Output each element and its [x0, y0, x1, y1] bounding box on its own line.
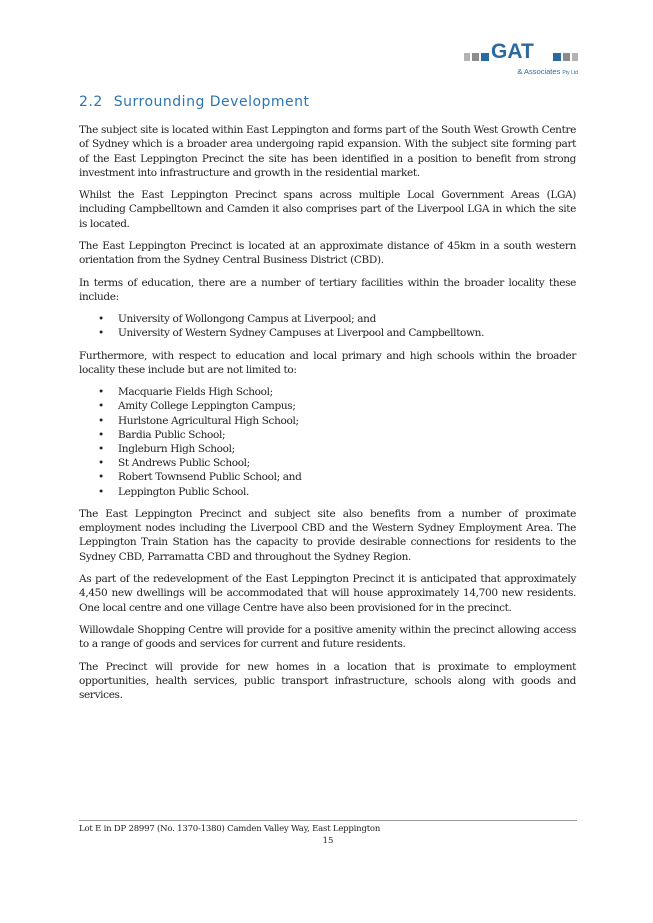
bullet-icon: •	[98, 400, 104, 413]
bullet-icon: •	[98, 414, 104, 427]
logo-square	[572, 53, 578, 61]
logo-name: GAT	[491, 40, 534, 63]
list-item	[79, 399, 576, 413]
paragraph: The East Leppington Precinct and subject site also benefits from a number of proximate employment nodes including the Liverpool CBD and the Western Sydney Employment Area. The Leppington Train Station has the capacity to provide desirable connections for residents to the Sydney CBD, Parramatta CBD and throughout the Sydney Region.	[79, 507, 576, 563]
bullet-icon: •	[98, 428, 104, 441]
paragraph: Furthermore, with respect to education and local primary and high schools within the broader locality these include but are not limited to:	[79, 349, 576, 376]
bullet-icon: •	[98, 457, 104, 470]
bullet-icon: •	[98, 443, 104, 456]
list-item	[79, 470, 576, 484]
paragraph: The East Leppington Precinct is located at an approximate distance of 45km in a south western orientation from the Sydney Central Business District (CBD).	[79, 240, 576, 267]
school-list	[79, 385, 576, 499]
paragraph: Whilst the East Leppington Precinct spans across multiple Local Government Areas (LGA) including Campbelltown and Camden it also comprises part of the Liverpool LGA in which the site is located.	[79, 189, 576, 230]
paragraph: The Precinct will provide for new homes in a location that is proximate to employment opportunities, health services, public transport infrastructure, schools along with goods and services.	[79, 660, 576, 702]
logo-suffix: Pty Ltd	[562, 70, 578, 76]
logo-mark	[462, 40, 578, 67]
paragraph: Willowdale Shopping Centre will provide for a positive amenity within the precinct allowing access to a range of goods and services for current and future residents.	[79, 623, 576, 651]
company-logo	[462, 40, 578, 79]
bullet-icon: •	[98, 485, 104, 498]
list-item-text: Leppington Public School.	[118, 485, 250, 498]
list-item	[79, 326, 576, 340]
list-item-text: Amity College Leppington Campus;	[118, 400, 296, 413]
list-item	[79, 385, 576, 399]
list-item-text: University of Western Sydney Campuses at Liverpool and Campbelltown.	[118, 327, 485, 340]
paragraph: In terms of education, there are a number of tertiary facilities within the broader locality these include:	[79, 276, 576, 303]
section-title: Surrounding Development	[113, 94, 310, 110]
document-body	[79, 92, 576, 710]
paragraph: The subject site is located within East Leppington and forms part of the South West Growth Centre of Sydney which is a broader area undergoing rapid expansion. With the subject site forming part of the East Leppington Precinct the site has been identified in a position to benefit from strong investment into infrastructure and growth in the residential market.	[79, 124, 576, 179]
list-item	[79, 428, 576, 442]
footer-address: Lot E in DP 28997 (No. 1370-1380) Camden Valley Way, East Leppington	[79, 824, 381, 834]
logo-square	[472, 53, 479, 61]
page-number: 15	[322, 836, 334, 846]
list-item	[79, 485, 576, 499]
list-item-text: University of Wollongong Campus at Liverpool; and	[118, 313, 376, 326]
tertiary-list	[79, 312, 576, 340]
list-item	[79, 456, 576, 470]
list-item	[79, 414, 576, 428]
logo-square	[481, 53, 489, 61]
logo-square	[553, 53, 561, 61]
logo-square	[563, 53, 570, 61]
list-item-text: Bardia Public School;	[118, 428, 226, 441]
footer-divider	[79, 820, 577, 821]
bullet-icon: •	[98, 327, 104, 340]
logo-subtitle	[482, 67, 578, 76]
section-number: 2.2	[79, 94, 103, 110]
section-heading	[79, 92, 576, 112]
list-item	[79, 312, 576, 326]
list-item-text: Robert Townsend Public School; and	[118, 471, 302, 484]
paragraph: As part of the redevelopment of the East Leppington Precinct it is anticipated that approximately 4,450 new dwellings will be accommodated that will house approximately 14,700 new residents. One local centre and one village Centre have also been provisioned for in the precinct.	[79, 573, 576, 614]
list-item-text: Ingleburn High School;	[118, 443, 235, 456]
list-item-text: St Andrews Public School;	[118, 457, 250, 470]
logo-square	[464, 53, 470, 61]
logo-subtitle-text: & Associates	[517, 67, 561, 76]
bullet-icon: •	[98, 386, 104, 399]
bullet-icon: •	[98, 471, 104, 484]
list-item-text: Hurlstone Agricultural High School;	[118, 414, 299, 427]
list-item	[79, 442, 576, 456]
bullet-icon: •	[98, 313, 104, 326]
list-item-text: Macquarie Fields High School;	[118, 386, 273, 399]
